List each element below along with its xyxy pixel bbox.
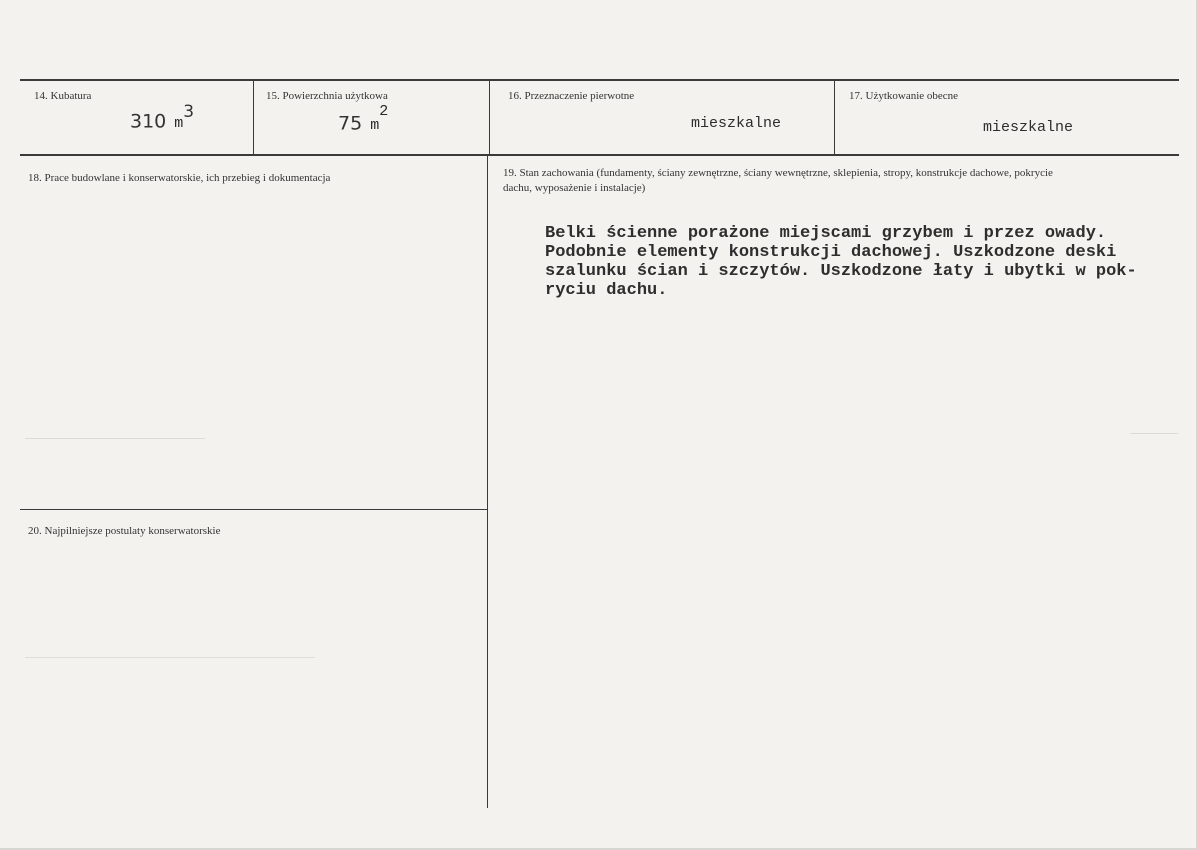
- field-14-label: 14. Kubatura: [34, 90, 92, 102]
- area-unit: m: [370, 117, 380, 135]
- divider-14-15: [253, 80, 254, 155]
- divider-16-17: [834, 80, 835, 155]
- top-rule: [20, 79, 1179, 81]
- field-18-label: 18. Prace budowlane i konserwatorskie, ich przebieg i dokumentacja: [28, 172, 331, 184]
- field-15-value: [338, 103, 389, 135]
- divider-15-16: [489, 80, 490, 155]
- condition-line-1: Belki ścienne porażone miejscami grzybem i przez owady.: [545, 224, 1107, 243]
- condition-line-4: ryciu dachu.: [545, 281, 668, 300]
- header-bottom-rule: [20, 154, 1179, 156]
- field-15-label: 15. Powierzchnia użytkowa: [266, 90, 388, 102]
- field-14-value: [130, 102, 195, 133]
- condition-line-3: szalunku ścian i szczytów. Uszkodzone łaty i ubytki w pok-: [545, 262, 1137, 281]
- field-19-typed-text: [545, 224, 1137, 300]
- field-16-label: 16. Przeznaczenie pierwotne: [508, 90, 635, 102]
- section-divider-rule: [20, 509, 487, 510]
- condition-line-2: Podobnie elementy konstrukcji dachowej. Uszkodzone deski: [545, 243, 1117, 262]
- field-17-label: 17. Użytkowanie obecne: [849, 90, 959, 102]
- cubature-exponent: 3: [183, 102, 195, 122]
- field-20-label: 20. Najpilniejsze postulaty konserwatorskie: [28, 525, 221, 537]
- area-number: 75: [338, 112, 363, 135]
- field-19-label: 19. Stan zachowania (fundamenty, ściany zewnętrzne, ściany wewnętrzne, sklepienia, stropy, konstrukcje dachowe, pokrycie dachu, wyposażenie i instalacje): [503, 167, 1053, 194]
- field-17-value: mieszkalne: [983, 119, 1074, 136]
- divider-left-right-body: [487, 155, 488, 808]
- cubature-number: 310: [130, 110, 167, 133]
- area-exponent: 2: [379, 103, 389, 120]
- cubature-unit: m: [174, 115, 184, 133]
- field-16-value: mieszkalne: [691, 115, 782, 132]
